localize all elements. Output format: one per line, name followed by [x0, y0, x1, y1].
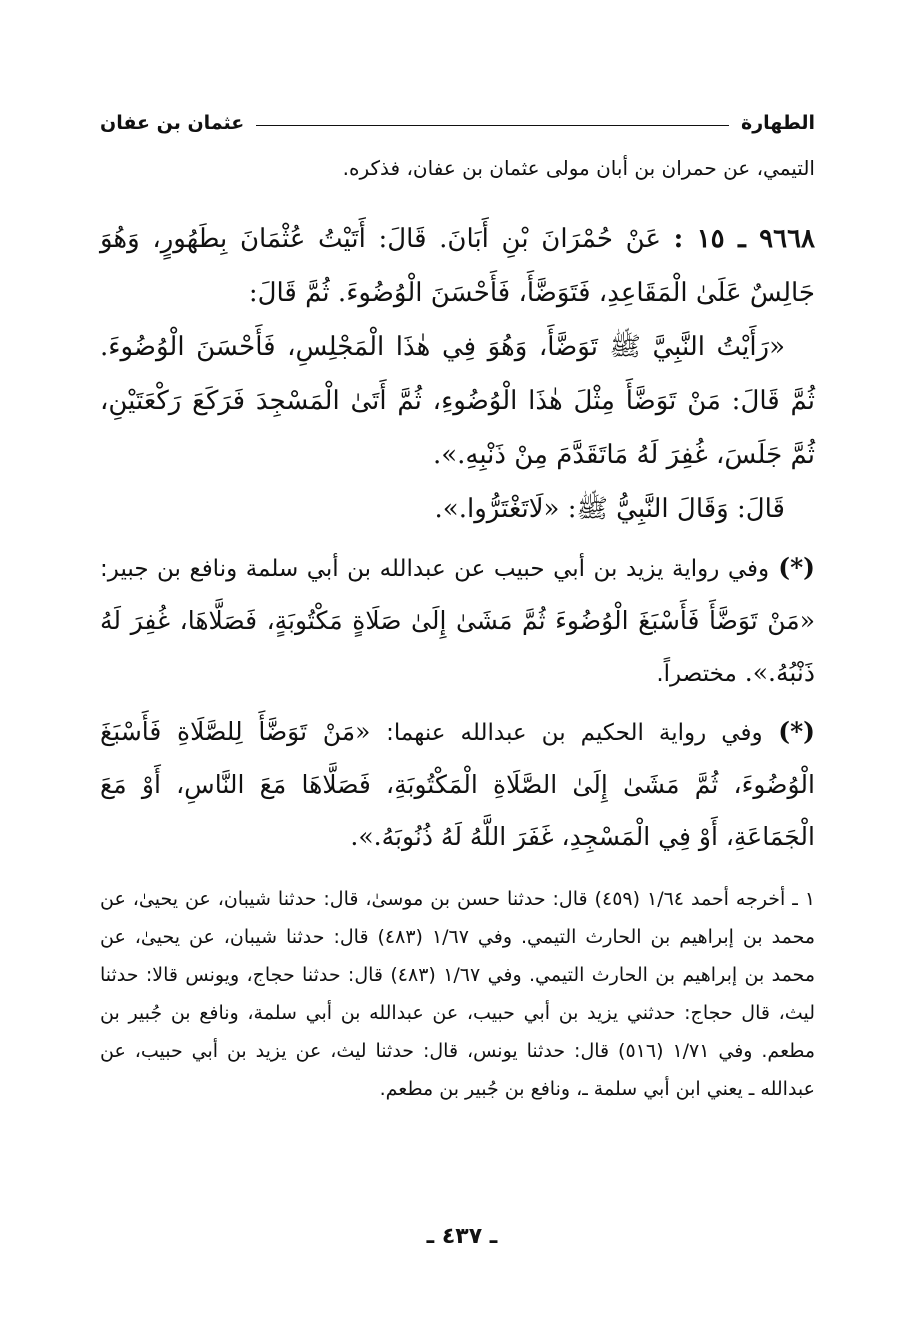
variant-tail: مختصراً. — [656, 661, 737, 687]
page-number: ـ ٤٣٧ ـ — [426, 1224, 498, 1249]
variant-narration — [100, 542, 815, 700]
header-rule — [256, 125, 729, 126]
chapter-title: الطهارة — [741, 112, 815, 134]
variant-marker: (*) — [778, 717, 816, 746]
footnote — [100, 880, 815, 1108]
book-title: عثمان بن عفان — [100, 112, 245, 134]
hadith-chain: عَنْ حُمْرَانَ بْنِ أَبَانَ. قَالَ: أَتَيْتُ عُثْمَانَ بِطَهُورٍ، وَهُوَ جَالِسٌ عَلَىٰ الْمَقَاعِدِ، فَتَوَضَّأَ، فَأَحْسَنَ الْوُضُوءَ. ثُمَّ قَالَ: — [100, 224, 815, 308]
variant-text: «مَنْ تَوَضَّأَ لِلصَّلَاةِ فَأَسْبَغَ الْوُضُوءَ، ثُمَّ مَشَىٰ إِلَىٰ الصَّلَاةِ الْمَكْتُوبَةِ، فَصَلَّاهَا مَعَ النَّاسِ، أَوْ مَعَ الْجَمَاعَةِ، أَوْ فِي الْمَسْجِدِ، غَفَرَ اللَّهُ لَهُ ذُنُوبَهُ.». — [100, 717, 815, 851]
variant-narrations — [100, 542, 815, 869]
hadith-body — [100, 212, 815, 536]
hadith-addition: قَالَ: وَقَالَ النَّبِيُّ ﷺ: «لَاتَغْتَرُّوا.». — [434, 494, 785, 524]
variant-lead: وفي رواية يزيد بن أبي حبيب عن عبدالله بن أبي سلمة ونافع بن جبير: — [100, 556, 770, 582]
variant-narration — [100, 706, 815, 863]
running-header — [100, 98, 815, 134]
intro-line: التيمي، عن حمران بن أبان مولى عثمان بن عفان، فذكره. — [342, 156, 815, 180]
hadith-text: «رَأَيْتُ النَّبِيَّ ﷺ تَوَضَّأَ، وَهُوَ فِي هٰذَا الْمَجْلِسِ، فَأَحْسَنَ الْوُضُوءَ. ثُمَّ قَالَ: مَنْ تَوَضَّأَ مِثْلَ هٰذَا الْوُضُوءِ، ثُمَّ أَتَىٰ الْمَسْجِدَ فَرَكَعَ رَكْعَتَيْنِ، ثُمَّ جَلَسَ، غُفِرَ لَهُ مَاتَقَدَّمَ مِنْ ذَنْبِهِ.». — [100, 332, 815, 470]
variant-text: «مَنْ تَوَضَّأَ فَأَسْبَغَ الْوُضُوءَ ثُمَّ مَشَىٰ إِلَىٰ صَلَاةٍ مَكْتُوبَةٍ، فَصَلَّاهَا، غُفِرَ لَهُ ذَنْبُهُ.». — [100, 606, 815, 687]
hadith-chain-paragraph — [100, 212, 815, 320]
variant-lead: وفي رواية الحكيم بن عبدالله عنهما: — [386, 720, 763, 746]
variant-marker: (*) — [778, 553, 815, 582]
footnote-text: ١ ـ أخرجه أحمد ١/٦٤ (٤٥٩) قال: حدثنا حسن بن موسىٰ، قال: حدثنا شيبان، عن يحيىٰ، عن محمد بن إبراهيم بن الحارث التيمي. وفي ١/٦٧ (٤٨٣) قال: حدثنا شيبان، عن يحيىٰ، عن محمد بن إبراهيم بن الحارث التيمي. وفي ١/٦٧ (٤٨٣) قال: حدثنا حجاج، ويونس قالا: حدثنا ليث، قال حجاج: حدثني يزيد بن أبي حبيب، عن عبدالله بن أبي سلمة، ونافع بن جُبير بن مطعم. وفي ١/٧١ (٥١٦) قال: حدثنا يونس، قال: حدثنا ليث، عن يزيد بن أبي حبيب، عن عبدالله ـ يعني ابن أبي سلمة ـ، ونافع بن جُبير بن مطعم. — [100, 888, 816, 1100]
hadith-number: ٩٦٦٨ ـ ١٥ : — [673, 224, 816, 254]
